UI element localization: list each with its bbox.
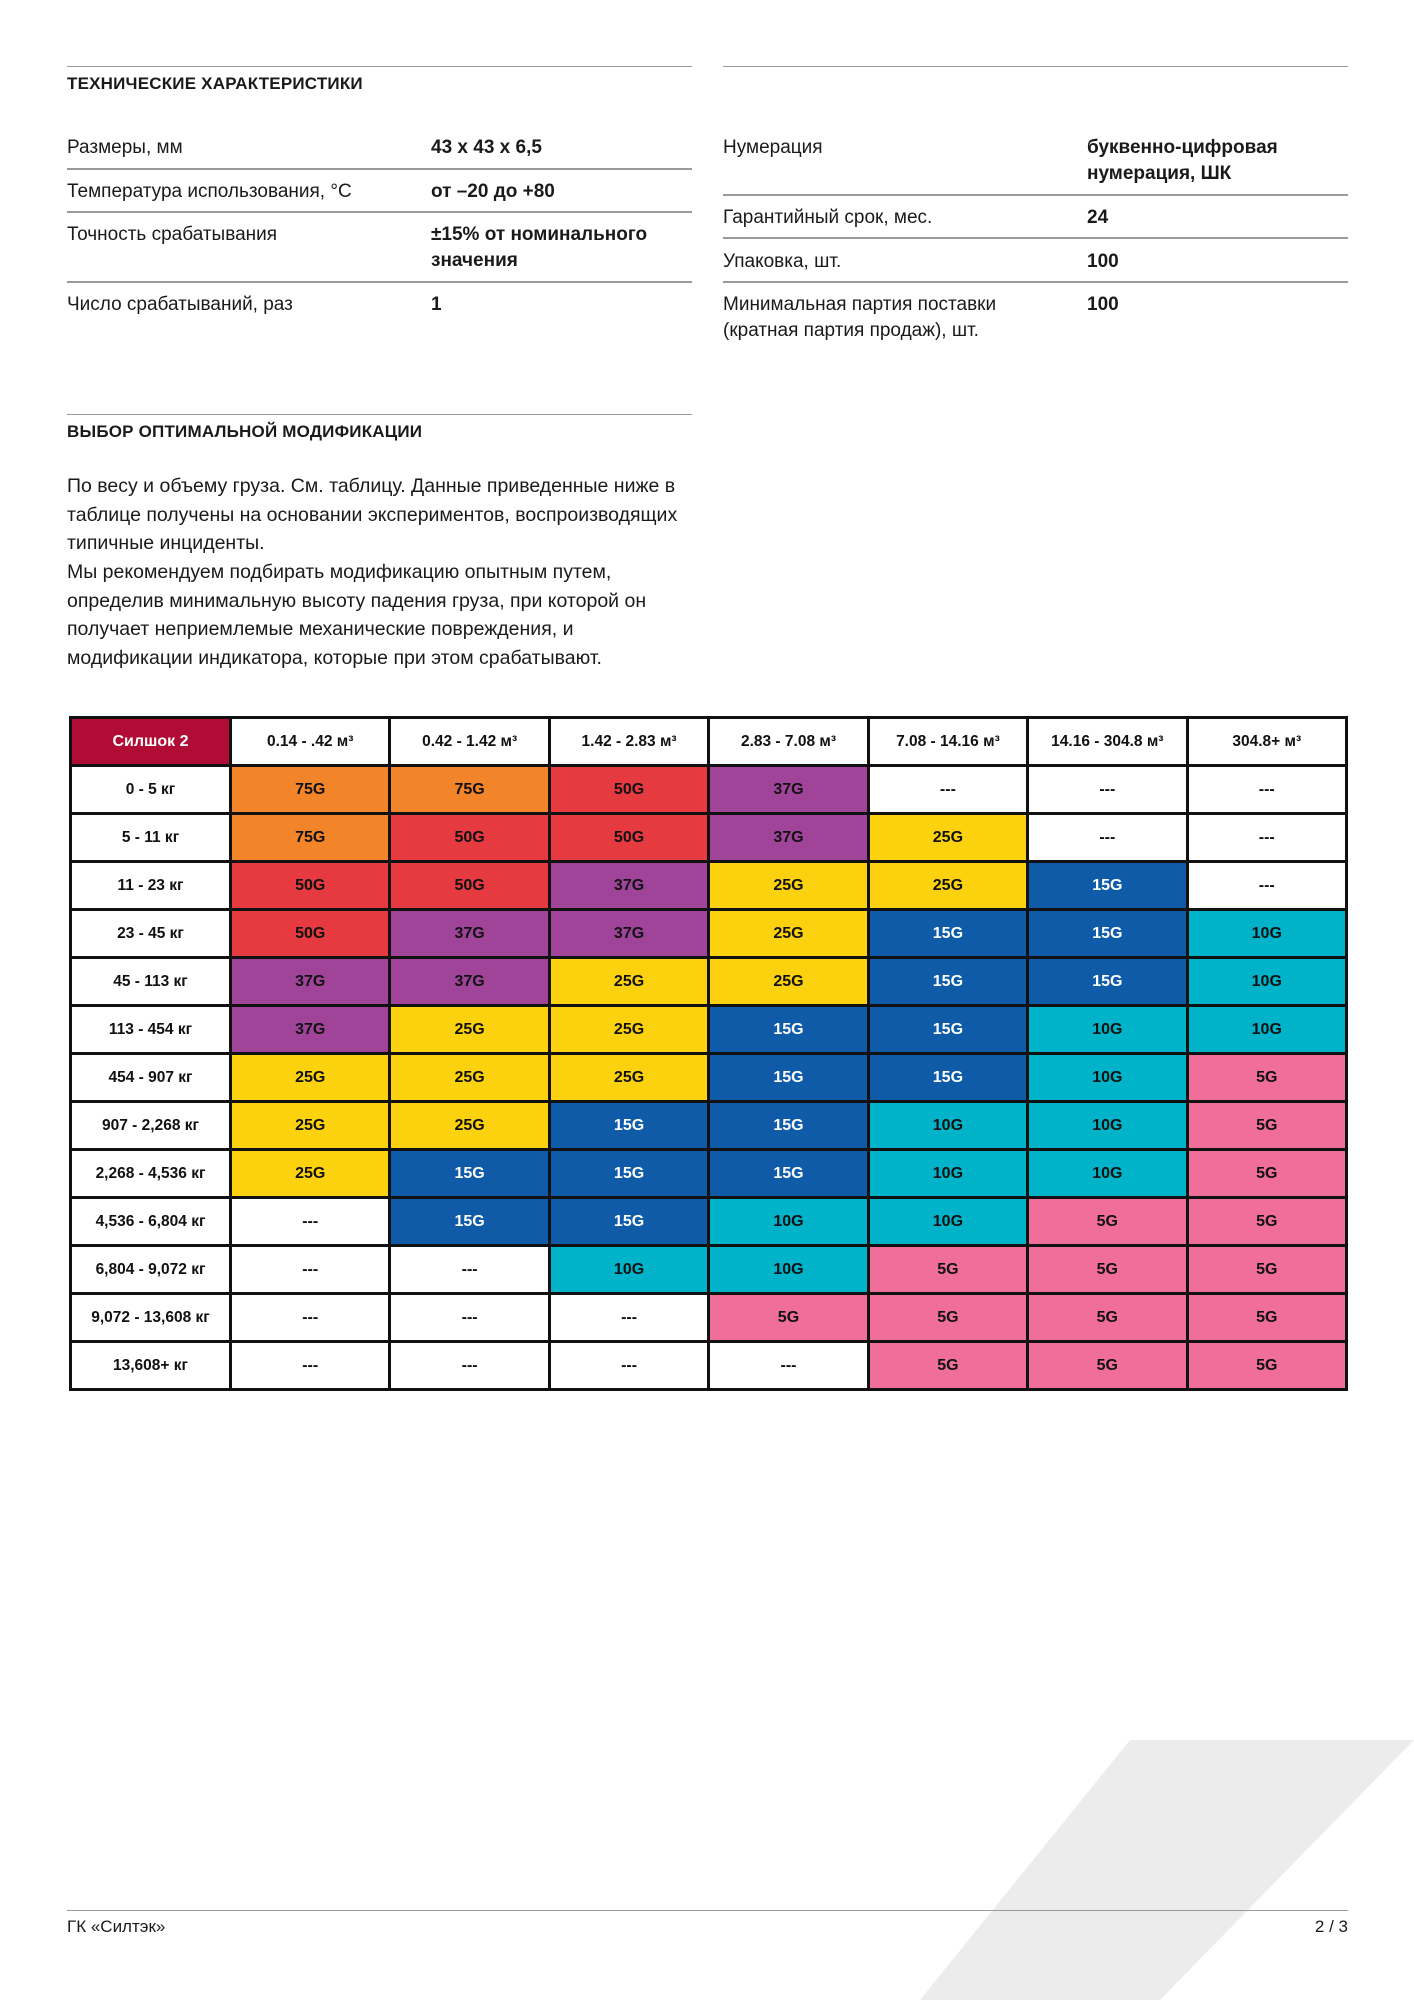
row-header: 9,072 - 13,608 кг [71, 1294, 231, 1342]
spec-value-activations: 1 [431, 294, 442, 315]
table-cell: 37G [709, 814, 868, 862]
table-cell: 25G [549, 1054, 708, 1102]
footer-company: ГК «Силтэк» [67, 1917, 166, 1936]
table-cell: --- [231, 1246, 390, 1294]
table-cell: 5G [868, 1294, 1027, 1342]
table-cell: --- [390, 1294, 549, 1342]
table-cell: 5G [1187, 1054, 1346, 1102]
table-cell: --- [231, 1294, 390, 1342]
row-header: 6,804 - 9,072 кг [71, 1246, 231, 1294]
table-row [71, 1294, 1347, 1342]
table-cell: 10G [549, 1246, 708, 1294]
table-cell: 25G [868, 862, 1027, 910]
table-cell: 37G [709, 766, 868, 814]
table-cell: 25G [709, 910, 868, 958]
table-cell: --- [390, 1342, 549, 1390]
table-cell: --- [549, 1342, 708, 1390]
table-cell: 10G [868, 1102, 1027, 1150]
table-cell: 5G [868, 1342, 1027, 1390]
table-cell: 25G [231, 1102, 390, 1150]
spec-label-numbering: Нумерация [723, 137, 823, 158]
table-cell: 15G [709, 1006, 868, 1054]
table-cell: 5G [1028, 1342, 1187, 1390]
table-cell: --- [1028, 766, 1187, 814]
table-cell: 10G [1187, 910, 1346, 958]
selection-paragraph-1: По весу и объему груза. См. таблицу. Данные приведенные ниже в таблице получены на основании экспериментов, воспроизводящих типичные инциденты. [67, 475, 678, 554]
table-cell: 5G [1187, 1102, 1346, 1150]
table-cell: 5G [1028, 1246, 1187, 1294]
table-cell: 10G [1028, 1054, 1187, 1102]
table-cell: 15G [709, 1102, 868, 1150]
table-cell: 5G [709, 1294, 868, 1342]
table-cell: --- [390, 1246, 549, 1294]
table-cell: 10G [868, 1198, 1027, 1246]
spec-label-min-batch: Минимальная партия поставки (кратная партия продаж), шт. [723, 294, 997, 341]
table-cell: 5G [1187, 1342, 1346, 1390]
table-cell: 25G [709, 958, 868, 1006]
table-row [71, 1054, 1347, 1102]
table-cell: 10G [709, 1246, 868, 1294]
table-cell: 50G [549, 814, 708, 862]
table-cell: 15G [709, 1054, 868, 1102]
table-cell: 5G [1187, 1198, 1346, 1246]
table-cell: --- [549, 1294, 708, 1342]
footer-page-number: 2 / 3 [1314, 1917, 1348, 1936]
table-cell: 10G [1028, 1102, 1187, 1150]
table-cell: --- [709, 1342, 868, 1390]
table-cell: 15G [868, 1054, 1027, 1102]
table-cell: 5G [1187, 1294, 1346, 1342]
spec-value-temperature: от –20 до +80 [431, 181, 555, 202]
table-header-row [71, 718, 1347, 766]
table-cell: 10G [1187, 958, 1346, 1006]
table-row [71, 766, 1347, 814]
spec-label-warranty: Гарантийный срок, мес. [723, 207, 933, 228]
row-header: 2,268 - 4,536 кг [71, 1150, 231, 1198]
table-corner-label: Силшок 2 [71, 718, 231, 766]
column-header: 0.42 - 1.42 м³ [390, 718, 549, 766]
table-cell: --- [1187, 766, 1346, 814]
decorative-stripe [900, 1740, 1414, 2000]
table-cell: --- [1187, 862, 1346, 910]
column-header: 1.42 - 2.83 м³ [549, 718, 708, 766]
table-cell: 5G [868, 1246, 1027, 1294]
table-cell: 37G [231, 1006, 390, 1054]
table-cell: 15G [1028, 958, 1187, 1006]
row-header: 23 - 45 кг [71, 910, 231, 958]
spec-value-numbering: буквенно-цифровая нумерация, ШК [1087, 137, 1278, 184]
table-cell: --- [231, 1198, 390, 1246]
row-header: 0 - 5 кг [71, 766, 231, 814]
table-cell: 5G [1187, 1246, 1346, 1294]
table-cell: --- [231, 1342, 390, 1390]
row-header: 454 - 907 кг [71, 1054, 231, 1102]
table-cell: 25G [709, 862, 868, 910]
row-header: 45 - 113 кг [71, 958, 231, 1006]
spec-label-accuracy: Точность срабатывания [67, 224, 278, 245]
table-row [71, 1342, 1347, 1390]
row-header: 13,608+ кг [71, 1342, 231, 1390]
table-cell: 10G [709, 1198, 868, 1246]
table-cell: 15G [390, 1198, 549, 1246]
table-row [71, 958, 1347, 1006]
table-cell: 15G [868, 958, 1027, 1006]
table-cell: 15G [390, 1150, 549, 1198]
spec-value-packaging: 100 [1087, 251, 1119, 272]
table-cell: 10G [868, 1150, 1027, 1198]
table-cell: 15G [709, 1150, 868, 1198]
spec-value-size: 43 x 43 x 6,5 [431, 137, 542, 158]
selection-paragraph-2: Мы рекомендуем подбирать модификацию опытным путем, определив минимальную высоту падения груза, при которой он получает неприемлемые механические повреждения, и модификации индикатора, которые при этом срабатывают. [67, 561, 647, 669]
spec-value-min-batch: 100 [1087, 294, 1119, 315]
table-cell: 37G [390, 910, 549, 958]
table-cell: 75G [231, 766, 390, 814]
row-header: 907 - 2,268 кг [71, 1102, 231, 1150]
table-cell: 5G [1028, 1198, 1187, 1246]
table-cell: 15G [549, 1198, 708, 1246]
table-cell: 37G [390, 958, 549, 1006]
row-header: 11 - 23 кг [71, 862, 231, 910]
table-cell: 25G [549, 1006, 708, 1054]
spec-label-activations: Число срабатываний, раз [67, 294, 293, 315]
table-cell: 25G [390, 1102, 549, 1150]
table-row [71, 1198, 1347, 1246]
table-row [71, 1102, 1347, 1150]
table-cell: 10G [1187, 1006, 1346, 1054]
modification-table [69, 716, 1348, 1391]
table-cell: 25G [390, 1054, 549, 1102]
spec-value-accuracy: ±15% от номинального значения [431, 224, 648, 271]
table-cell: 25G [390, 1006, 549, 1054]
column-header: 0.14 - .42 м³ [231, 718, 390, 766]
table-row [71, 910, 1347, 958]
table-cell: 50G [390, 814, 549, 862]
table-cell: --- [1028, 814, 1187, 862]
table-row [71, 1150, 1347, 1198]
table-cell: 15G [868, 910, 1027, 958]
table-row [71, 862, 1347, 910]
column-header: 7.08 - 14.16 м³ [868, 718, 1027, 766]
table-cell: 15G [1028, 910, 1187, 958]
table-row [71, 1246, 1347, 1294]
row-header: 5 - 11 кг [71, 814, 231, 862]
table-cell: 15G [868, 1006, 1027, 1054]
table-cell: 50G [549, 766, 708, 814]
row-header: 113 - 454 кг [71, 1006, 231, 1054]
table-cell: 5G [1187, 1150, 1346, 1198]
table-cell: 25G [549, 958, 708, 1006]
row-header: 4,536 - 6,804 кг [71, 1198, 231, 1246]
table-cell: 15G [1028, 862, 1187, 910]
table-cell: 50G [231, 910, 390, 958]
table-cell: 10G [1028, 1006, 1187, 1054]
table-cell: 10G [1028, 1150, 1187, 1198]
column-header: 2.83 - 7.08 м³ [709, 718, 868, 766]
column-header: 304.8+ м³ [1187, 718, 1346, 766]
table-cell: 5G [1028, 1294, 1187, 1342]
spec-label-temperature: Температура использования, °C [67, 181, 352, 202]
table-cell: 37G [549, 910, 708, 958]
column-header: 14.16 - 304.8 м³ [1028, 718, 1187, 766]
table-cell: 50G [231, 862, 390, 910]
table-cell: 50G [390, 862, 549, 910]
table-cell: 15G [549, 1150, 708, 1198]
table-cell: 75G [231, 814, 390, 862]
table-cell: --- [1187, 814, 1346, 862]
table-cell: --- [868, 766, 1027, 814]
table-row [71, 1006, 1347, 1054]
spec-value-warranty: 24 [1087, 207, 1109, 228]
table-cell: 25G [231, 1150, 390, 1198]
table-cell: 75G [390, 766, 549, 814]
table-cell: 15G [549, 1102, 708, 1150]
table-cell: 37G [549, 862, 708, 910]
spec-label-packaging: Упаковка, шт. [723, 251, 842, 272]
table-cell: 25G [231, 1054, 390, 1102]
table-cell: 37G [231, 958, 390, 1006]
specs-title: ТЕХНИЧЕСКИЕ ХАРАКТЕРИСТИКИ [67, 74, 363, 93]
spec-label-size: Размеры, мм [67, 137, 183, 158]
table-cell: 25G [868, 814, 1027, 862]
selection-title: ВЫБОР ОПТИМАЛЬНОЙ МОДИФИКАЦИИ [67, 422, 423, 441]
table-row [71, 814, 1347, 862]
